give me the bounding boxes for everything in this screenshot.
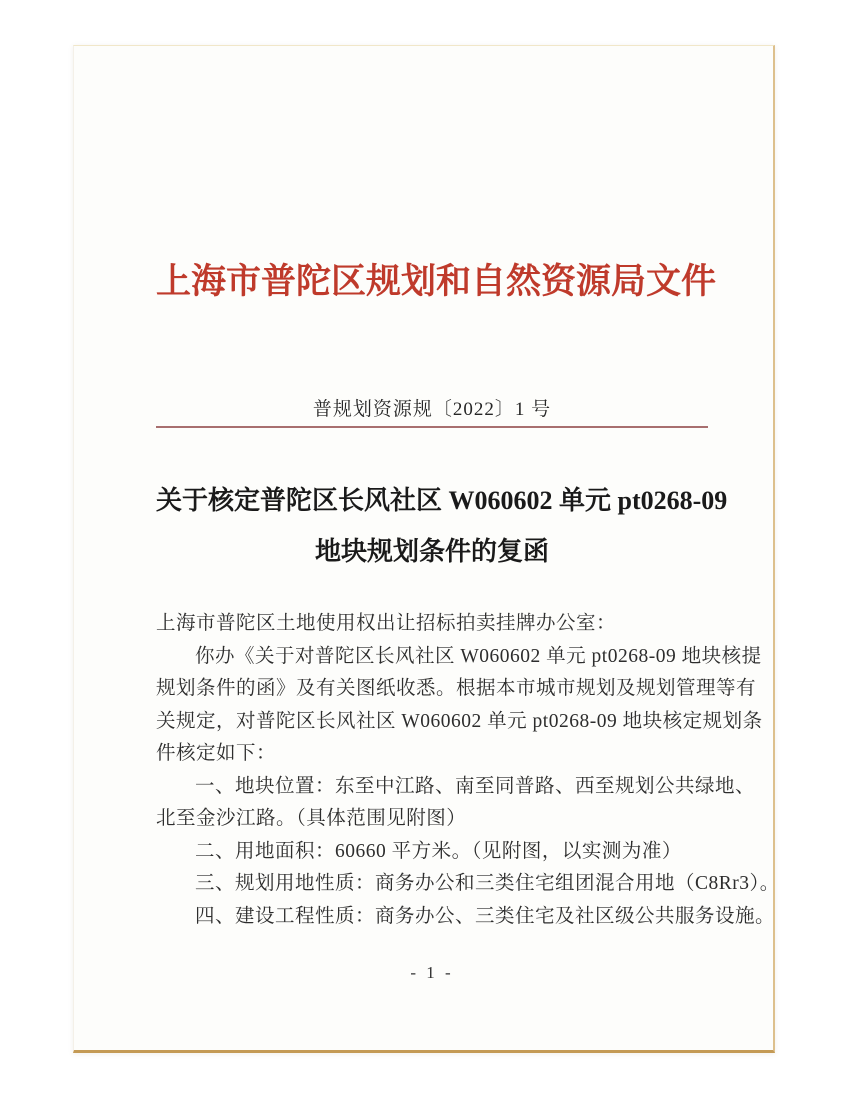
body-line-salutation: 上海市普陀区土地使用权出让招标拍卖挂牌办公室： xyxy=(156,613,617,634)
document-body xyxy=(156,608,780,933)
document-content xyxy=(74,46,780,983)
body-line: 规划条件的函》及有关图纸收悉。根据本市城市规划及规划管理等有 xyxy=(156,678,757,699)
body-line: 你办《关于对普陀区长风社区 W060602 单元 pt0268-09 地块核提 xyxy=(195,645,762,667)
body-line: 关规定，对普陀区长风社区 W060602 单元 pt0268-09 地块核定规划条 xyxy=(156,710,763,732)
body-line: 北至金沙江路。（具体范围见附图） xyxy=(156,808,467,829)
agency-header-title: 上海市普陀区规划和自然资源局文件 xyxy=(156,262,717,301)
body-line-item-1: 一、地块位置：东至中江路、南至同普路、西至规划公共绿地、 xyxy=(195,775,756,797)
body-line-item-3: 三、规划用地性质：商务办公和三类住宅组团混合用地（C8Rr3）。 xyxy=(195,873,780,894)
body-line: 件核定如下： xyxy=(156,743,277,764)
document-title-line1: 关于核定普陀区长风社区 W060602 单元 pt0268-09 xyxy=(156,486,728,515)
page-number: - 1 - xyxy=(410,963,454,982)
body-line-item-2: 二、用地面积：60660 平方米。（见附图，以实测为准） xyxy=(195,840,682,862)
document-page xyxy=(73,45,780,1053)
document-title xyxy=(156,475,728,577)
body-line-item-4: 四、建设工程性质：商务办公、三类住宅及社区级公共服务设施。 xyxy=(195,905,776,927)
document-title-line2: 地块规划条件的复函 xyxy=(314,537,549,566)
document-number: 普规划资源规〔2022〕1 号 xyxy=(312,399,552,420)
header-rule-divider xyxy=(156,426,708,428)
